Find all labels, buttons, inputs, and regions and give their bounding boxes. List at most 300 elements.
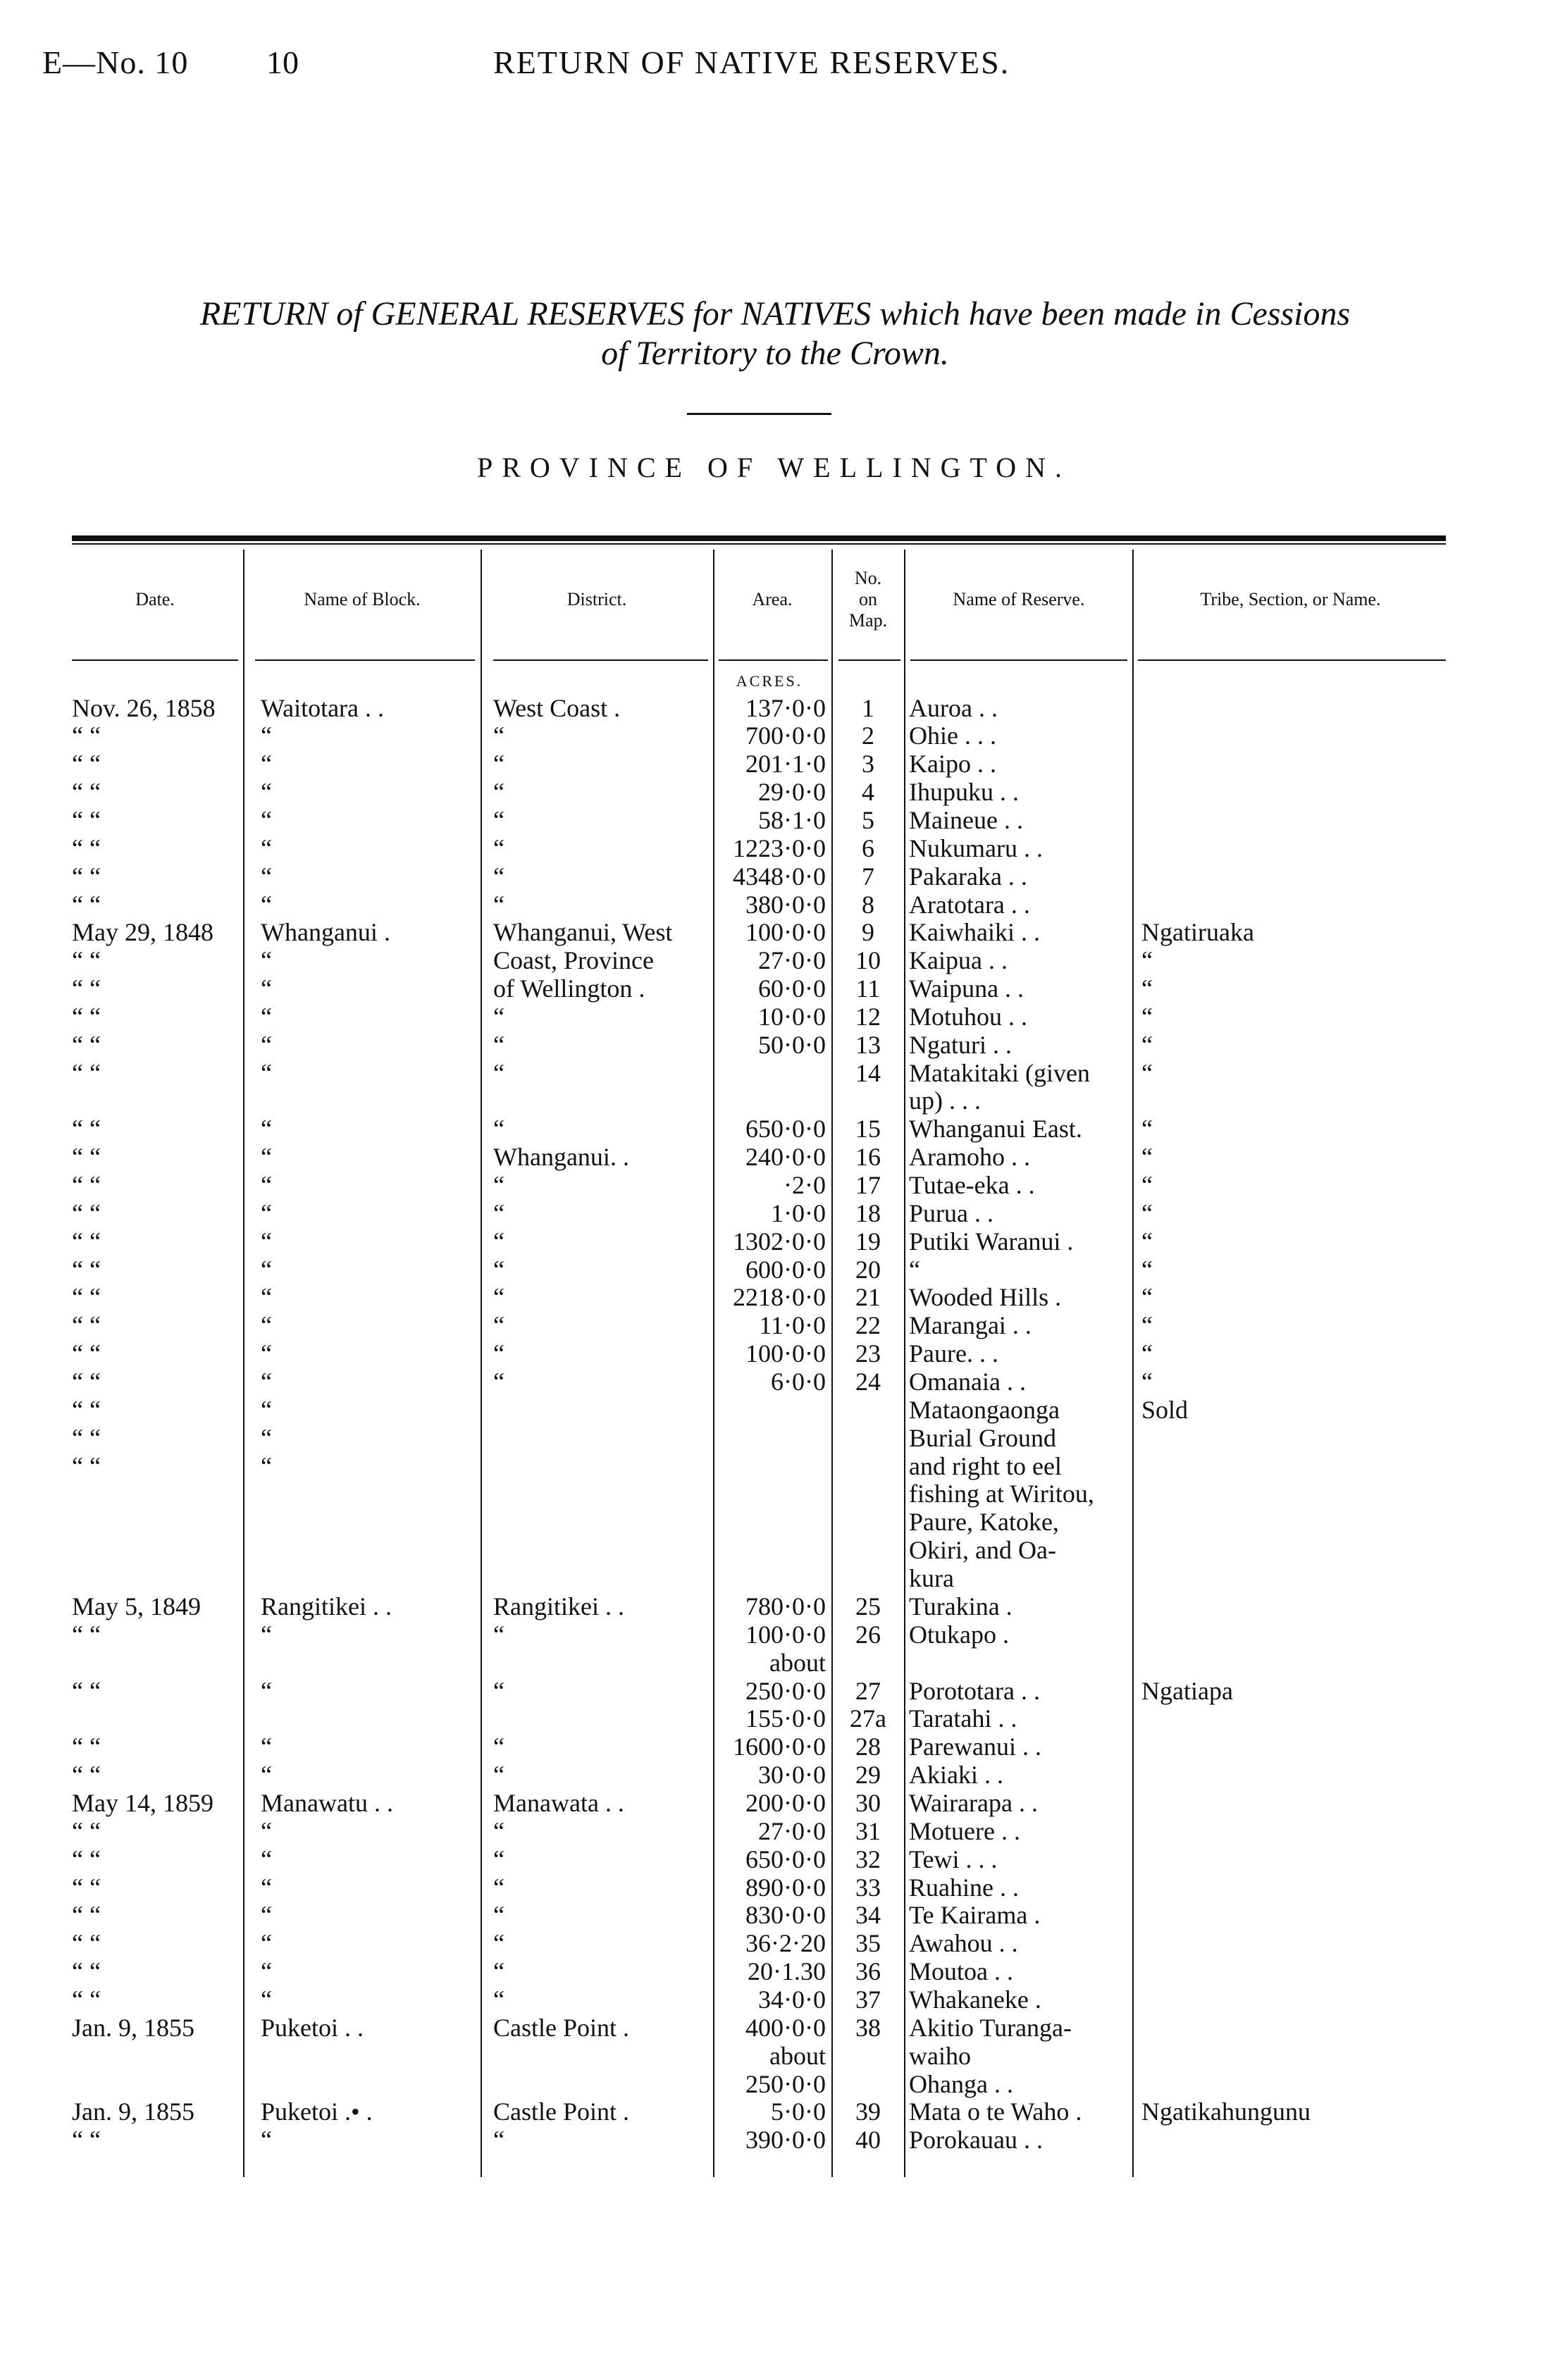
date-cell: May 29, 1848 <box>72 918 213 946</box>
date-cell: “ “ <box>72 806 101 834</box>
area-cell: 137·0·0 <box>745 694 826 722</box>
tribe-cell: “ <box>1141 1227 1153 1256</box>
map-no-cell: 37 <box>855 1985 881 2014</box>
reserve-name-cell: Moutoa . . <box>909 1957 1013 1985</box>
tribe-cell: “ <box>1141 946 1153 974</box>
block-cell: “ <box>261 1339 272 1368</box>
date-cell: “ “ <box>72 750 101 778</box>
map-no-cell: 30 <box>855 1789 881 1817</box>
table-row <box>0 1480 1548 1508</box>
tribe-cell: “ <box>1141 1368 1153 1396</box>
area-cell: about <box>769 1649 826 1677</box>
document-title <box>42 295 1508 373</box>
header-underline <box>719 659 828 661</box>
map-no-cell: 7 <box>862 862 874 891</box>
reserve-name-cell: Paure. . . <box>909 1339 998 1368</box>
area-cell: 50·0·0 <box>758 1031 826 1059</box>
map-no-cell: 26 <box>855 1620 881 1649</box>
reserve-name-cell: Awahou . . <box>909 1929 1018 1957</box>
table-row <box>0 1789 1548 1817</box>
table-row <box>0 2014 1548 2042</box>
district-cell: “ <box>493 1339 504 1368</box>
block-cell: “ <box>261 750 272 778</box>
reserve-name-cell: up) . . . <box>909 1086 981 1115</box>
map-no-cell: 33 <box>855 1873 881 1902</box>
block-cell: “ <box>261 1031 272 1059</box>
block-cell: “ <box>261 1199 272 1227</box>
map-no-cell: 12 <box>855 1003 881 1031</box>
area-cell: 155·0·0 <box>745 1704 826 1733</box>
area-cell: 20·1.30 <box>748 1957 826 1985</box>
map-no-cell: 2 <box>862 721 874 750</box>
date-cell: “ “ <box>72 1873 101 1902</box>
reserve-name-cell: Taratahi . . <box>909 1704 1017 1733</box>
block-cell: “ <box>261 1283 272 1311</box>
date-cell: “ “ <box>72 1227 101 1256</box>
block-cell: “ <box>261 1929 272 1957</box>
table-row <box>0 2126 1548 2154</box>
block-cell: “ <box>261 1115 272 1143</box>
reserve-name-cell: Mataongaonga <box>909 1396 1060 1424</box>
table-row <box>0 1957 1548 1985</box>
area-cell: 650·0·0 <box>745 1845 826 1873</box>
map-no-cell: 10 <box>855 946 881 974</box>
reserve-name-cell: Kaiwhaiki . . <box>909 918 1040 946</box>
reserve-name-cell: “ <box>909 1256 920 1284</box>
reserve-name-cell: Whanganui East. <box>909 1115 1082 1143</box>
header-underline <box>1138 659 1446 661</box>
table-top-rule-thin <box>72 543 1446 545</box>
area-cell: 5·0·0 <box>771 2097 826 2126</box>
date-cell: “ “ <box>72 1031 101 1059</box>
map-no-cell: 29 <box>855 1761 881 1789</box>
table-row <box>0 1256 1548 1284</box>
col-header-no-2: on <box>859 589 877 609</box>
date-cell: “ “ <box>72 1283 101 1311</box>
header-underline <box>493 659 708 661</box>
district-cell: Coast, Province <box>493 946 654 974</box>
tribe-cell: “ <box>1141 1143 1153 1171</box>
tribe-cell: “ <box>1141 1115 1153 1143</box>
reserve-name-cell: Paure, Katoke, <box>909 1508 1059 1536</box>
tribe-cell: “ <box>1141 1311 1153 1339</box>
map-no-cell: 23 <box>855 1339 881 1368</box>
reserve-name-cell: Tewi . . . <box>909 1845 998 1873</box>
table-row <box>0 806 1548 834</box>
tribe-cell: “ <box>1141 1199 1153 1227</box>
block-cell: “ <box>261 1985 272 2014</box>
area-cell: 250·0·0 <box>745 1677 826 1705</box>
district-cell: “ <box>493 1761 504 1789</box>
block-cell: “ <box>261 946 272 974</box>
title-divider <box>687 413 831 415</box>
area-cell: 34·0·0 <box>758 1985 826 2014</box>
block-cell: “ <box>261 862 272 891</box>
district-cell: “ <box>493 1620 504 1649</box>
block-cell: Puketoi .• . <box>261 2097 373 2126</box>
area-cell: 201·1·0 <box>745 750 826 778</box>
reserve-name-cell: Otukapo . <box>909 1620 1009 1649</box>
area-cell: 240·0·0 <box>745 1143 826 1171</box>
date-cell: Jan. 9, 1855 <box>72 2014 194 2042</box>
reserve-name-cell: Matakitaki (given <box>909 1059 1090 1087</box>
reserve-name-cell: Burial Ground <box>909 1424 1056 1452</box>
area-cell: 650·0·0 <box>745 1115 826 1143</box>
map-no-cell: 3 <box>862 750 874 778</box>
district-cell: “ <box>493 1957 504 1985</box>
block-cell: “ <box>261 1143 272 1171</box>
district-cell: Rangitikei . . <box>493 1592 624 1620</box>
table-row <box>0 1003 1548 1031</box>
table-row <box>0 694 1548 722</box>
block-cell: Puketoi . . <box>261 2014 364 2042</box>
header-underline <box>838 659 900 661</box>
reserve-name-cell: Tutae-eka . . <box>909 1171 1035 1199</box>
col-header-reserve: Name of Reserve. <box>953 589 1085 609</box>
block-cell: “ <box>261 2126 272 2154</box>
reserve-name-cell: Marangai . . <box>909 1311 1032 1339</box>
table-top-rule <box>72 535 1446 541</box>
map-no-cell: 40 <box>855 2126 881 2154</box>
reserve-name-cell: Motuere . . <box>909 1817 1020 1845</box>
reserve-name-cell: kura <box>909 1564 954 1592</box>
block-cell: Manawatu . . <box>261 1789 393 1817</box>
block-cell: “ <box>261 1733 272 1761</box>
tribe-cell: “ <box>1141 1003 1153 1031</box>
area-cell: 36·2·20 <box>745 1929 826 1957</box>
map-no-cell: 6 <box>862 834 874 862</box>
area-cell: 2218·0·0 <box>733 1283 826 1311</box>
table-row <box>0 750 1548 778</box>
date-cell: “ “ <box>72 834 101 862</box>
reserve-name-cell: Whakaneke . <box>909 1985 1041 2014</box>
tribe-cell: Sold <box>1141 1396 1189 1424</box>
reserve-name-cell: Maineue . . <box>909 806 1023 834</box>
area-cell: 27·0·0 <box>758 1817 826 1845</box>
reserve-name-cell: Omanaia . . <box>909 1368 1026 1396</box>
reserve-name-cell: Purua . . <box>909 1199 993 1227</box>
date-cell: “ “ <box>72 974 101 1003</box>
district-cell: “ <box>493 1368 504 1396</box>
area-cell: 250·0·0 <box>745 2070 826 2098</box>
area-cell: 60·0·0 <box>758 974 826 1003</box>
table-row <box>0 1817 1548 1845</box>
area-cell: 780·0·0 <box>745 1592 826 1620</box>
block-cell: “ <box>261 1256 272 1284</box>
reserve-name-cell: Ruahine . . <box>909 1873 1019 1902</box>
district-cell: “ <box>493 1059 504 1087</box>
reserve-name-cell: Motuhou . . <box>909 1003 1028 1031</box>
district-cell: “ <box>493 1677 504 1705</box>
date-cell: May 5, 1849 <box>72 1592 201 1620</box>
block-cell: Whanganui . <box>261 918 390 946</box>
area-cell: 600·0·0 <box>745 1256 826 1284</box>
table-row <box>0 1508 1548 1536</box>
reserve-name-cell: waiho <box>909 2042 971 2070</box>
table-row <box>0 1311 1548 1339</box>
col-header-district: District. <box>566 589 627 609</box>
block-cell: “ <box>261 974 272 1003</box>
date-cell: “ “ <box>72 1199 101 1227</box>
running-title: RETURN OF NATIVE RESERVES. <box>493 44 1010 80</box>
table-row <box>0 1649 1548 1677</box>
map-no-cell: 27 <box>855 1677 881 1705</box>
block-cell: “ <box>261 1817 272 1845</box>
block-cell: “ <box>261 1396 272 1424</box>
map-no-cell: 1 <box>862 694 874 722</box>
block-cell: “ <box>261 1452 272 1480</box>
map-no-cell: 24 <box>855 1368 881 1396</box>
reserve-name-cell: Pakaraka . . <box>909 862 1027 891</box>
map-no-cell: 28 <box>855 1733 881 1761</box>
block-cell: “ <box>261 1873 272 1902</box>
block-cell: “ <box>261 1368 272 1396</box>
table-row <box>0 1873 1548 1902</box>
date-cell: “ “ <box>72 1817 101 1845</box>
reserve-name-cell: Porokauau . . <box>909 2126 1043 2154</box>
district-cell: “ <box>493 806 504 834</box>
map-no-cell: 13 <box>855 1031 881 1059</box>
reserve-name-cell: Waipuna . . <box>909 974 1024 1003</box>
map-no-cell: 34 <box>855 1901 881 1929</box>
district-cell: “ <box>493 1733 504 1761</box>
block-cell: “ <box>261 1059 272 1087</box>
table-row <box>0 1536 1548 1564</box>
table-row <box>0 1985 1548 2014</box>
area-cell: 200·0·0 <box>745 1789 826 1817</box>
date-cell: “ “ <box>72 1985 101 2014</box>
district-cell: West Coast . <box>493 694 621 722</box>
table-row <box>0 1227 1548 1256</box>
header-underline <box>910 659 1127 661</box>
district-cell: Whanganui. . <box>493 1143 629 1171</box>
table-row <box>0 2097 1548 2126</box>
reserve-name-cell: Okiri, and Oa- <box>909 1536 1056 1564</box>
area-cell: 400·0·0 <box>745 2014 826 2042</box>
area-cell: 58·1·0 <box>758 806 826 834</box>
date-cell: “ “ <box>72 1901 101 1929</box>
table-row <box>0 974 1548 1003</box>
table-row <box>0 1283 1548 1311</box>
reserve-name-cell: Nukumaru . . <box>909 834 1043 862</box>
district-cell: “ <box>493 778 504 806</box>
reserve-name-cell: Kaipua . . <box>909 946 1008 974</box>
date-cell: “ “ <box>72 1733 101 1761</box>
tribe-cell: Ngatikahungunu <box>1141 2097 1311 2126</box>
table-row <box>0 1396 1548 1424</box>
map-no-cell: 20 <box>855 1256 881 1284</box>
table-row <box>0 1059 1548 1087</box>
reserve-name-cell: Ohanga . . <box>909 2070 1013 2098</box>
area-cell: 1302·0·0 <box>733 1227 826 1256</box>
header-underline <box>72 659 238 661</box>
map-no-cell: 32 <box>855 1845 881 1873</box>
area-cell: 100·0·0 <box>745 918 826 946</box>
map-no-cell: 21 <box>855 1283 881 1311</box>
block-cell: “ <box>261 1171 272 1199</box>
date-cell: “ “ <box>72 721 101 750</box>
date-cell: “ “ <box>72 891 101 919</box>
map-no-cell: 27a <box>850 1704 886 1733</box>
map-no-cell: 8 <box>862 891 874 919</box>
district-cell: “ <box>493 1873 504 1902</box>
map-no-cell: 36 <box>855 1957 881 1985</box>
date-cell: “ “ <box>72 2126 101 2154</box>
table-row <box>0 1115 1548 1143</box>
area-cell: 29·0·0 <box>758 778 826 806</box>
district-cell: “ <box>493 750 504 778</box>
district-cell: “ <box>493 1003 504 1031</box>
date-cell: “ “ <box>72 778 101 806</box>
block-cell: “ <box>261 1761 272 1789</box>
table-row <box>0 918 1548 946</box>
map-no-cell: 18 <box>855 1199 881 1227</box>
district-cell: “ <box>493 1311 504 1339</box>
map-no-cell: 16 <box>855 1143 881 1171</box>
date-cell: “ “ <box>72 1845 101 1873</box>
reserve-name-cell: Auroa . . <box>909 694 998 722</box>
district-cell: “ <box>493 1199 504 1227</box>
district-cell: “ <box>493 891 504 919</box>
area-cell: 1·0·0 <box>771 1199 826 1227</box>
block-cell: “ <box>261 1620 272 1649</box>
reserve-name-cell: Aratotara . . <box>909 891 1030 919</box>
tribe-cell: “ <box>1141 1283 1153 1311</box>
tribe-cell: “ <box>1141 1339 1153 1368</box>
block-cell: “ <box>261 806 272 834</box>
table-row <box>0 1845 1548 1873</box>
table-row <box>0 1143 1548 1171</box>
table-row <box>0 862 1548 891</box>
reserve-name-cell: and right to eel <box>909 1452 1062 1480</box>
table-row <box>0 1901 1548 1929</box>
tribe-cell: “ <box>1141 1059 1153 1087</box>
table-row <box>0 891 1548 919</box>
reserve-name-cell: fishing at Wiritou, <box>909 1480 1094 1508</box>
map-no-cell: 31 <box>855 1817 881 1845</box>
reserve-name-cell: Ohie . . . <box>909 721 996 750</box>
title-line-1: RETURN of GENERAL RESERVES for NATIVES which have been made in Cessions <box>199 295 1351 333</box>
date-cell: “ “ <box>72 1256 101 1284</box>
date-cell: “ “ <box>72 1115 101 1143</box>
table-row <box>0 946 1548 974</box>
date-cell: “ “ <box>72 1003 101 1031</box>
map-no-cell: 14 <box>855 1059 881 1087</box>
date-cell: “ “ <box>72 946 101 974</box>
reserve-name-cell: Turakina . <box>909 1592 1013 1620</box>
map-no-cell: 22 <box>855 1311 881 1339</box>
block-cell: “ <box>261 721 272 750</box>
table-row <box>0 1677 1548 1705</box>
map-no-cell: 25 <box>855 1592 881 1620</box>
reserve-name-cell: Akitio Turanga- <box>909 2014 1072 2042</box>
tribe-cell: Ngatiruaka <box>1141 918 1254 946</box>
area-unit-label: ACRES. <box>736 672 803 690</box>
tribe-cell: “ <box>1141 1171 1153 1199</box>
date-cell: “ “ <box>72 1957 101 1985</box>
block-cell: “ <box>261 778 272 806</box>
tribe-cell: Ngatiapa <box>1141 1677 1233 1705</box>
block-cell: “ <box>261 1845 272 1873</box>
table-row <box>0 1704 1548 1733</box>
block-cell: “ <box>261 1311 272 1339</box>
block-cell: “ <box>261 1227 272 1256</box>
district-cell: “ <box>493 1115 504 1143</box>
date-cell: “ “ <box>72 1143 101 1171</box>
date-cell: Jan. 9, 1855 <box>72 2097 194 2126</box>
table-row <box>0 1761 1548 1789</box>
map-no-cell: 35 <box>855 1929 881 1957</box>
district-cell: “ <box>493 1283 504 1311</box>
page-number: 10 <box>266 44 299 80</box>
reserve-name-cell: Akiaki . . <box>909 1761 1003 1789</box>
map-no-cell: 15 <box>855 1115 881 1143</box>
map-no-cell: 19 <box>855 1227 881 1256</box>
date-cell: “ “ <box>72 1424 101 1452</box>
table-row <box>0 1929 1548 1957</box>
reserve-name-cell: Aramoho . . <box>909 1143 1030 1171</box>
tribe-cell: “ <box>1141 974 1153 1003</box>
page-reference: E—No. 10 <box>42 44 189 80</box>
reserve-name-cell: Te Kairama . <box>909 1901 1041 1929</box>
table-row <box>0 1339 1548 1368</box>
col-header-tribe: Tribe, Section, or Name. <box>1200 589 1381 609</box>
table-row <box>0 721 1548 750</box>
date-cell: “ “ <box>72 1339 101 1368</box>
district-cell: “ <box>493 1985 504 2014</box>
district-cell: “ <box>493 1227 504 1256</box>
table-row <box>0 2042 1548 2070</box>
district-cell: “ <box>493 1256 504 1284</box>
block-cell: Rangitikei . . <box>261 1592 392 1620</box>
district-cell: “ <box>493 2126 504 2154</box>
area-cell: 390·0·0 <box>745 2126 826 2154</box>
block-cell: “ <box>261 891 272 919</box>
date-cell: “ “ <box>72 1929 101 1957</box>
district-cell: “ <box>493 1929 504 1957</box>
table-row <box>0 1424 1548 1452</box>
table-row <box>0 1368 1548 1396</box>
table-row <box>0 1199 1548 1227</box>
date-cell: May 14, 1859 <box>72 1789 213 1817</box>
map-no-cell: 5 <box>862 806 874 834</box>
area-cell: 6·0·0 <box>771 1368 826 1396</box>
table-row <box>0 1086 1548 1115</box>
header-underline <box>255 659 475 661</box>
block-cell: “ <box>261 1957 272 1985</box>
area-cell: 27·0·0 <box>758 946 826 974</box>
area-cell: 11·0·0 <box>759 1311 826 1339</box>
block-cell: Waitotara . . <box>261 694 385 722</box>
date-cell: “ “ <box>72 1761 101 1789</box>
date-cell: “ “ <box>72 1311 101 1339</box>
reserve-name-cell: Kaipo . . <box>909 750 996 778</box>
date-cell: “ “ <box>72 1059 101 1087</box>
tribe-cell: “ <box>1141 1031 1153 1059</box>
col-header-date: Date. <box>135 589 175 609</box>
map-no-cell: 11 <box>855 974 881 1003</box>
col-header-no-1: No. <box>854 568 882 588</box>
col-header-block: Name of Block. <box>304 589 421 609</box>
district-cell: “ <box>493 721 504 750</box>
col-header-no-3: Map. <box>848 610 888 631</box>
page-header <box>42 44 1508 93</box>
table-row <box>0 1733 1548 1761</box>
tribe-cell: “ <box>1141 1256 1153 1284</box>
reserve-name-cell: Putiki Waranui . <box>909 1227 1074 1256</box>
block-cell: “ <box>261 1901 272 1929</box>
table-row <box>0 1620 1548 1649</box>
